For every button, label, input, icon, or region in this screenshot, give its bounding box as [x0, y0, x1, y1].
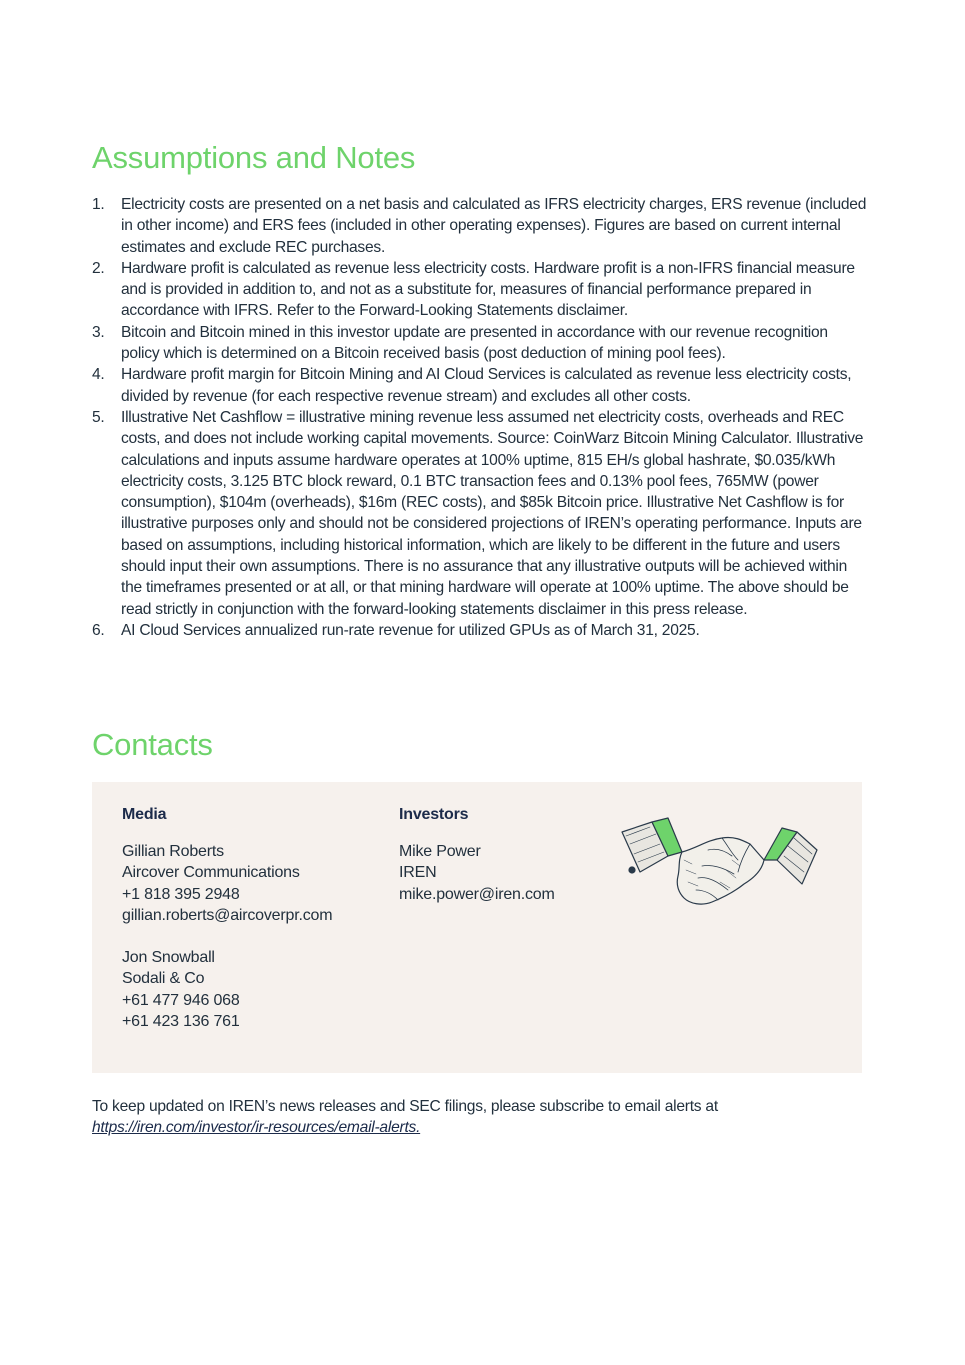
email-alerts-link[interactable]: https://iren.com/investor/ir-resources/email-alerts. — [92, 1119, 421, 1137]
notes-section-title: Assumptions and Notes — [92, 140, 416, 175]
note-number: 2. — [92, 259, 105, 277]
notes-list — [92, 194, 868, 641]
contact-phone[interactable]: +1 818 395 2948 — [122, 885, 240, 903]
note-item — [92, 258, 868, 322]
contact-email[interactable]: mike.power@iren.com — [399, 885, 555, 903]
contacts-panel — [92, 782, 862, 1073]
contact-organization: Sodali & Co — [122, 970, 205, 988]
media-heading: Media — [122, 806, 167, 823]
footer-text: To keep updated on IREN’s news releases and SEC filings, please subscribe to email alerts at — [92, 1098, 718, 1115]
spacer — [122, 926, 332, 947]
note-item — [92, 194, 868, 258]
contact-name: Jon Snowball — [122, 949, 215, 967]
note-text: AI Cloud Services annualized run-rate revenue for utilized GPUs as of March 31, 2025. — [121, 621, 700, 639]
contact-organization: Aircover Communications — [122, 864, 300, 882]
email-alerts-notice — [92, 1096, 872, 1139]
note-text: Electricity costs are presented on a net basis and calculated as IFRS electricity charges, ERS revenue (included in other income) and ERS fees (included in other operating expenses). Figures are based on current internal estimates and exclude REC purchases. — [121, 196, 867, 256]
contact-phone[interactable]: +61 477 946 068 — [122, 991, 240, 1009]
note-number: 1. — [92, 196, 105, 213]
contact-name: Gillian Roberts — [122, 843, 224, 860]
contacts-section-title: Contacts — [92, 727, 213, 762]
note-text: Hardware profit margin for Bitcoin Mining and AI Cloud Services is calculated as revenue less electricity costs, divided by revenue (for each respective revenue stream) and excludes all other costs. — [121, 366, 852, 405]
handshake-icon — [622, 818, 817, 904]
investor-contacts — [399, 804, 555, 905]
note-item — [92, 407, 868, 620]
note-text: Hardware profit is calculated as revenue less electricity costs. Hardware profit is a non-IFRS financial measure and is provided in addition to, and not as a substitute for, measures of financial performance prepared in accordance with IFRS. Refer to the Forward-Looking Statements disclaimer. — [121, 259, 855, 320]
contact-email[interactable]: gillian.roberts@aircoverpr.com — [122, 906, 333, 924]
note-text: Bitcoin and Bitcoin mined in this investor update are presented in accordance with our revenue recognition policy which is determined on a Bitcoin received basis (post deduction of mining pool fees). — [121, 323, 828, 363]
note-number: 5. — [92, 408, 105, 426]
handshake-illustration — [612, 810, 827, 925]
note-number: 4. — [92, 366, 105, 384]
note-number: 3. — [92, 323, 105, 341]
contact-organization: IREN — [399, 864, 437, 882]
note-item — [92, 364, 868, 407]
investors-heading: Investors — [399, 806, 469, 823]
note-item — [92, 322, 868, 365]
contact-phone[interactable]: +61 423 136 761 — [122, 1013, 240, 1031]
media-contacts — [122, 804, 332, 1032]
note-text: Illustrative Net Cashflow = illustrative mining revenue less assumed net electricity costs, overheads and REC costs, and does not include working capital movements. Source: CoinWarz Bitcoin Mining Calculator. Illustrative calculations and inputs assume hardware operates at 100% uptime, 815 EH/s global hashrate, $0.035/kWh electricity costs, 3.125 BTC block reward, 0.1 BTC transaction fees and 0.13% pool fees, 765MW (power consumption), $104m (overheads), $16m (REC costs), and $85k Bitcoin price. Illustrative Net Cashflow is for illustrative purposes only and should not be considered projections of IREN’s operating performance. Inputs are based on assumptions, including historical information, which are likely to be different in the future and users should input their own assumptions. There is no assurance that any illustrative outputs will be achieved within the timeframes presented or at all, or that mining hardware will operate at 100% uptime. The above should be read strictly in conjunction with the forward-looking statements disclaimer in this press release. — [121, 408, 864, 618]
note-item — [92, 620, 868, 641]
contact-name: Mike Power — [399, 843, 481, 860]
note-number: 6. — [92, 621, 105, 639]
